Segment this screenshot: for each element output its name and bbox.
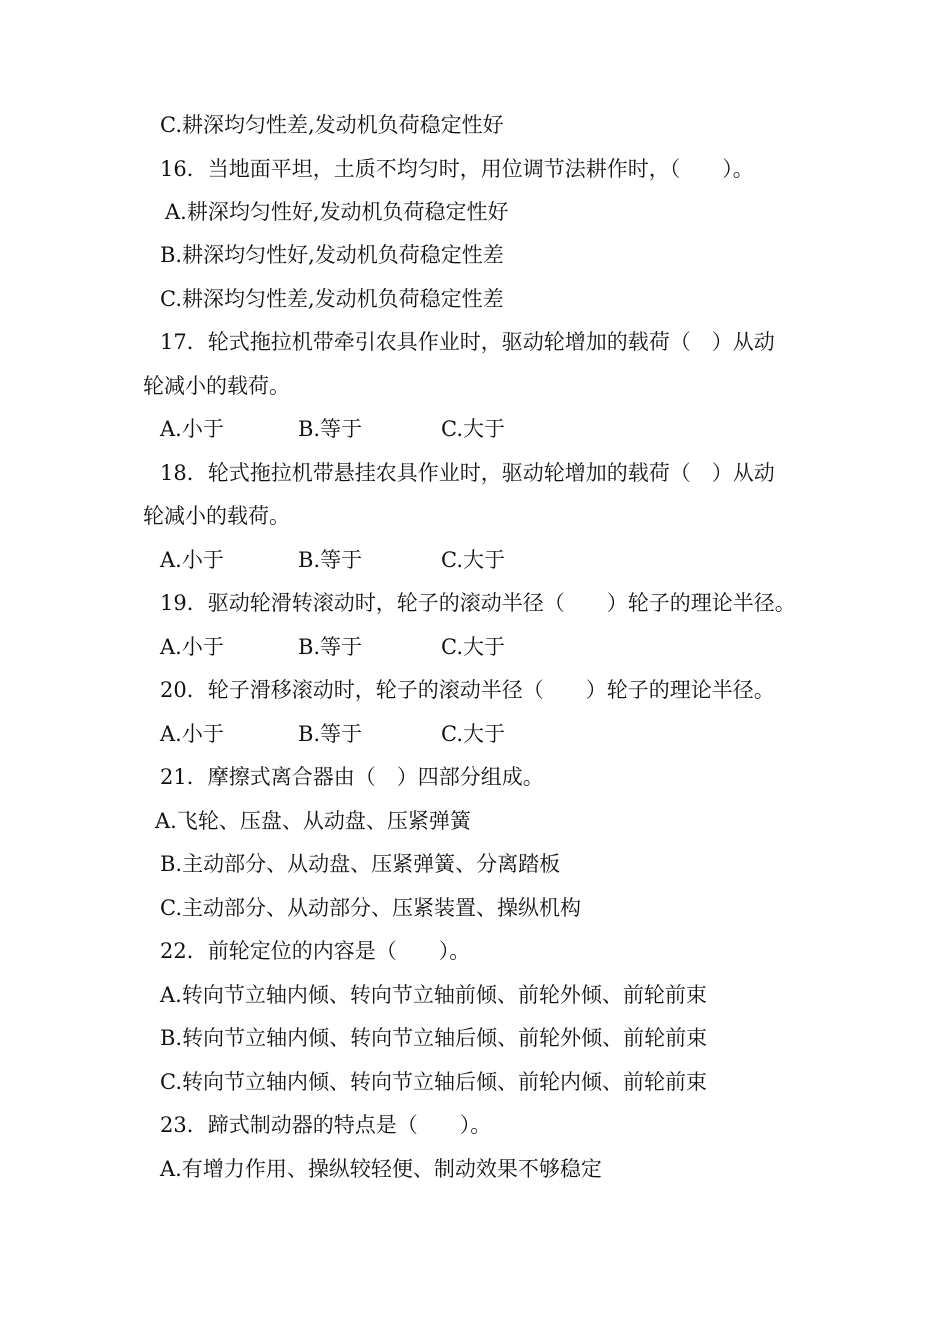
option-c: C.大于 bbox=[441, 722, 505, 746]
question-18: 18．轮式拖拉机带悬挂农具作业时，驱动轮增加的载荷（ ）从动 bbox=[160, 461, 775, 485]
option-line: A.转向节立轴内倾、转向节立轴前倾、前轮外倾、前轮前束 bbox=[160, 983, 707, 1007]
option-b: B.等于 bbox=[298, 635, 363, 659]
option-c: C.大于 bbox=[441, 548, 505, 572]
question-17-continuation: 轮减小的载荷。 bbox=[143, 374, 290, 398]
option-line: A.耕深均匀性好,发动机负荷稳定性好 bbox=[165, 200, 509, 224]
option-b: B.等于 bbox=[298, 722, 363, 746]
options-row bbox=[160, 415, 580, 443]
option-line: B.转向节立轴内倾、转向节立轴后倾、前轮外倾、前轮前束 bbox=[160, 1026, 708, 1050]
option-a: A.小于 bbox=[160, 635, 224, 659]
question-23: 23．蹄式制动器的特点是（ ）。 bbox=[160, 1113, 492, 1137]
option-line: C.转向节立轴内倾、转向节立轴后倾、前轮内倾、前轮前束 bbox=[160, 1070, 707, 1094]
option-c: C.大于 bbox=[441, 417, 505, 441]
option-a: A.小于 bbox=[160, 417, 224, 441]
options-row bbox=[160, 546, 580, 574]
options-row bbox=[160, 633, 580, 661]
option-line: C.主动部分、从动部分、压紧装置、操纵机构 bbox=[160, 896, 581, 920]
question-18-continuation: 轮减小的载荷。 bbox=[143, 504, 290, 528]
option-b: B.等于 bbox=[298, 417, 363, 441]
option-a: A.小于 bbox=[160, 548, 224, 572]
option-line: A.有增力作用、操纵较轻便、制动效果不够稳定 bbox=[160, 1157, 602, 1181]
question-22: 22．前轮定位的内容是（ ）。 bbox=[160, 939, 471, 963]
option-line: C.耕深均匀性差,发动机负荷稳定性好 bbox=[160, 113, 504, 137]
option-b: B.等于 bbox=[298, 548, 363, 572]
question-20: 20．轮子滑移滚动时，轮子的滚动半径（ ）轮子的理论半径。 bbox=[160, 678, 775, 702]
question-19: 19．驱动轮滑转滚动时，轮子的滚动半径（ ）轮子的理论半径。 bbox=[160, 591, 796, 615]
option-line: C.耕深均匀性差,发动机负荷稳定性差 bbox=[160, 287, 504, 311]
options-row bbox=[160, 720, 580, 748]
option-a: A.小于 bbox=[160, 722, 224, 746]
question-16: 16．当地面平坦，土质不均匀时，用位调节法耕作时，（ ）。 bbox=[160, 157, 754, 181]
question-21: 21．摩擦式离合器由（ ）四部分组成。 bbox=[160, 765, 544, 789]
question-17: 17．轮式拖拉机带牵引农具作业时，驱动轮增加的载荷（ ）从动 bbox=[160, 330, 775, 354]
option-line: A.飞轮、压盘、从动盘、压紧弹簧 bbox=[155, 809, 471, 833]
option-line: B.主动部分、从动盘、压紧弹簧、分离踏板 bbox=[160, 852, 561, 876]
option-line: B.耕深均匀性好,发动机负荷稳定性差 bbox=[160, 243, 504, 267]
option-c: C.大于 bbox=[441, 635, 505, 659]
